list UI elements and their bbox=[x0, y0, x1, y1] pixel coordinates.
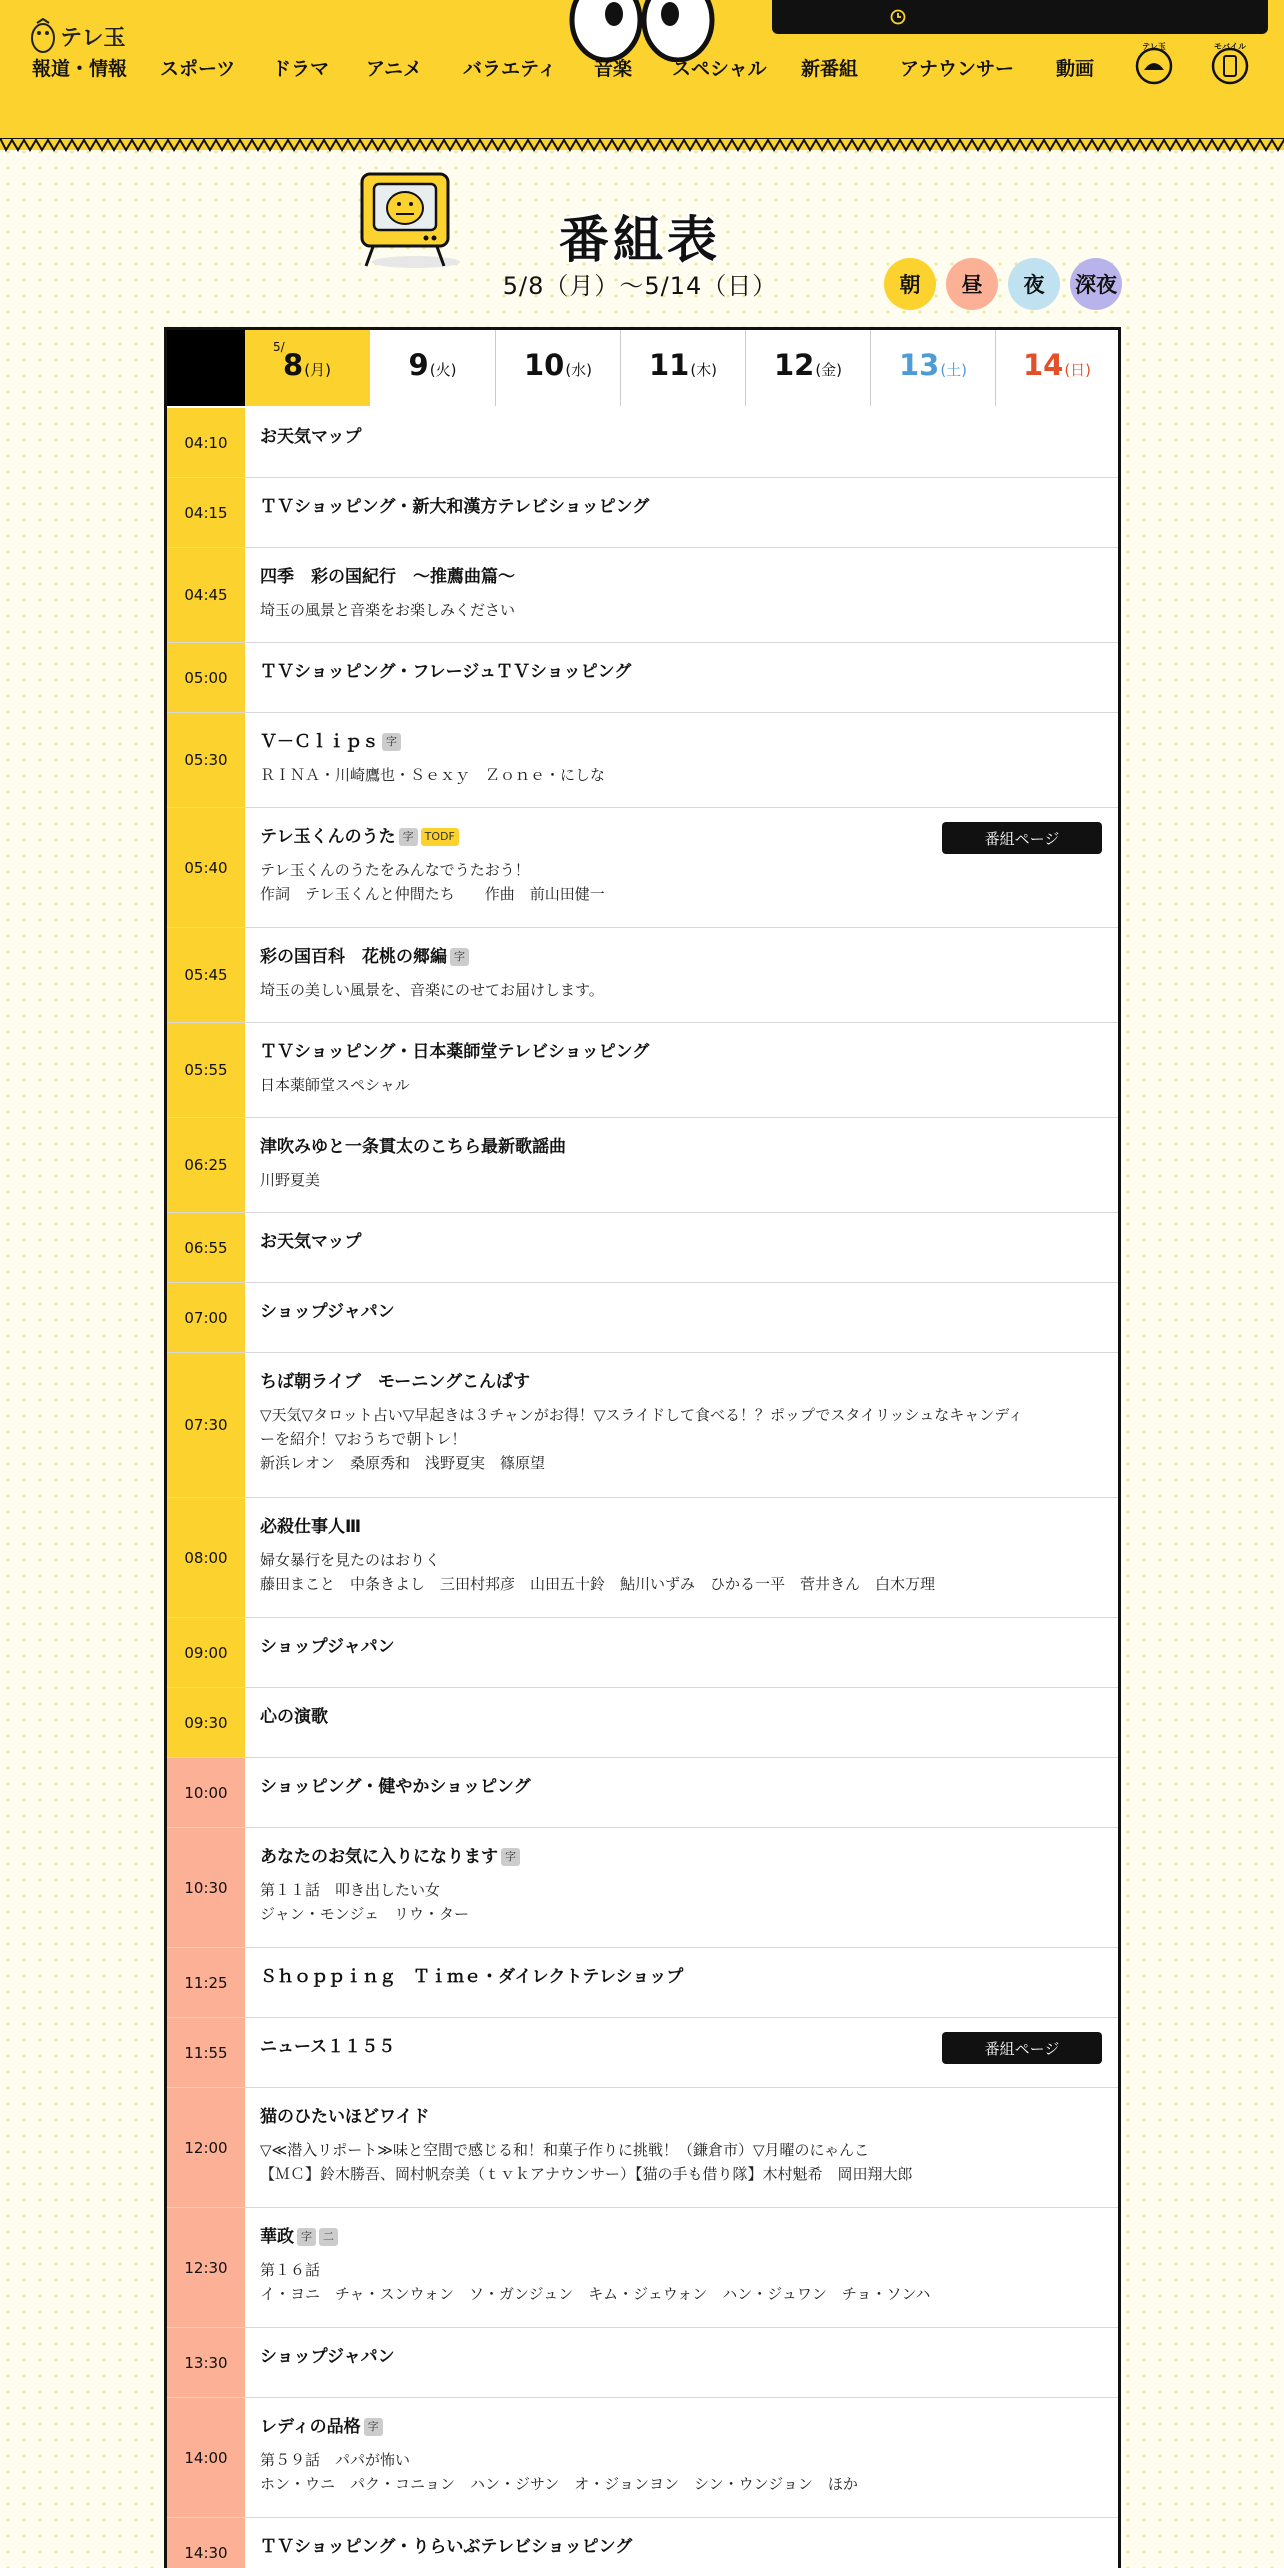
site-header bbox=[0, 0, 1284, 150]
program-content bbox=[260, 729, 1102, 787]
program-row[interactable] bbox=[167, 1758, 1118, 1828]
program-time: 14:00 bbox=[167, 2398, 245, 2517]
program-content bbox=[260, 1299, 1102, 1325]
nav-item-variety[interactable]: バラエティ bbox=[463, 58, 557, 80]
nav-item-news[interactable]: 報道・情報 bbox=[32, 58, 128, 80]
program-description-line: ＲＩＮＡ・川崎鷹也・Ｓｅｘｙ Ｚｏｎｅ・にしな bbox=[260, 766, 606, 784]
program-title-line bbox=[260, 1039, 1102, 1065]
program-title-line bbox=[260, 944, 1102, 970]
day-header-corner bbox=[167, 330, 245, 406]
program-page-button[interactable]: 番組ページ bbox=[942, 2032, 1102, 2064]
program-title[interactable]: ＴＶショッピング・日本薬師堂テレビショッピング bbox=[260, 1042, 650, 1062]
program-content bbox=[260, 1964, 1102, 1990]
program-title-line bbox=[260, 2344, 1102, 2370]
program-row[interactable] bbox=[167, 548, 1118, 643]
program-time: 05:40 bbox=[167, 808, 245, 927]
program-row[interactable] bbox=[167, 928, 1118, 1023]
program-content bbox=[260, 1134, 1102, 1192]
program-time: 08:00 bbox=[167, 1498, 245, 1617]
main-nav bbox=[0, 54, 1284, 84]
program-tag-badge: 字 bbox=[382, 733, 401, 751]
nav-item-sports[interactable]: スポーツ bbox=[160, 58, 236, 80]
program-title-line bbox=[260, 1369, 1102, 1395]
program-time: 07:00 bbox=[167, 1283, 245, 1352]
program-description-line: 作詞 テレ玉くんと仲間たち 作曲 前山田健一 bbox=[260, 885, 605, 903]
program-description bbox=[260, 598, 1102, 622]
program-description-line: ーを紹介！▽おうちで朝トレ！ bbox=[260, 1430, 467, 1448]
program-content bbox=[260, 944, 1102, 1002]
program-description bbox=[260, 978, 1102, 1002]
program-description-line: ジャン・モンジェ リウ・ター bbox=[260, 1905, 470, 1923]
program-title[interactable]: ＴＶショッピング・フレージュＴＶショッピング bbox=[260, 662, 632, 682]
program-row[interactable] bbox=[167, 478, 1118, 548]
mascot-eyes-icon bbox=[568, 0, 716, 62]
program-description bbox=[260, 1548, 1102, 1596]
program-description bbox=[260, 2138, 1102, 2186]
program-title-line bbox=[260, 1229, 1102, 1255]
program-tag-badge: 字 bbox=[364, 2418, 383, 2436]
program-time: 12:00 bbox=[167, 2088, 245, 2207]
program-row[interactable] bbox=[167, 2328, 1118, 2398]
logo-text: テレ玉 bbox=[60, 25, 126, 51]
program-content bbox=[260, 2224, 1102, 2306]
clock-bar bbox=[772, 0, 1268, 34]
program-title[interactable]: Ｖ－Ｃｌｉｐｓ bbox=[260, 732, 379, 752]
day-tab-weekday: (日) bbox=[1064, 361, 1092, 379]
program-row[interactable] bbox=[167, 1118, 1118, 1213]
program-content bbox=[260, 494, 1102, 520]
goods-badge-icon[interactable] bbox=[1134, 40, 1174, 86]
program-title[interactable]: あなたのお気に入りになります bbox=[260, 1847, 498, 1867]
program-description-line: イ・ヨニ チャ・スンウォン ソ・ガンジュン キム・ジェウォン ハン・ジュワン チョ・ソンハ bbox=[260, 2285, 931, 2303]
program-time: 12:30 bbox=[167, 2208, 245, 2327]
program-tag-badge: 二 bbox=[319, 2228, 338, 2246]
day-tab-number: 14 bbox=[1022, 348, 1064, 382]
program-title-line bbox=[260, 1844, 1102, 1870]
nav-item-music[interactable]: 音楽 bbox=[594, 58, 633, 80]
day-tab-number: 13 bbox=[898, 348, 940, 382]
nav-item-drama[interactable]: ドラマ bbox=[272, 58, 330, 80]
program-time: 05:30 bbox=[167, 713, 245, 807]
program-row[interactable] bbox=[167, 408, 1118, 478]
program-description-line: ▽≪潜入リポート≫味と空間で感じる和！和菓子作りに挑戦！（鎌倉市）▽月曜のにゃんこ bbox=[260, 2141, 870, 2159]
program-tag-badge: 字 bbox=[501, 1848, 520, 1866]
program-time: 10:00 bbox=[167, 1758, 245, 1827]
program-description-line: 川野夏美 bbox=[260, 1171, 321, 1189]
program-content bbox=[260, 1369, 1102, 1475]
program-content bbox=[260, 1704, 1102, 1730]
program-description bbox=[260, 1403, 1102, 1475]
day-tab[interactable] bbox=[369, 330, 495, 406]
program-title-line bbox=[260, 2534, 1102, 2560]
program-title[interactable]: 津吹みゆと一条貫太のこちら最新歌謡曲 bbox=[260, 1137, 566, 1157]
program-time: 11:25 bbox=[167, 1948, 245, 2017]
program-row[interactable] bbox=[167, 1948, 1118, 2018]
program-title-line bbox=[260, 2224, 1102, 2250]
program-title-line bbox=[260, 2104, 1102, 2130]
program-content bbox=[260, 2344, 1102, 2370]
program-content bbox=[260, 2104, 1102, 2186]
program-content bbox=[260, 2414, 1102, 2496]
nav-item-special[interactable]: スペシャル bbox=[672, 58, 767, 80]
program-title[interactable]: ショップジャパン bbox=[260, 1637, 395, 1657]
program-title[interactable]: Ｓｈｏｐｐｉｎｇ Ｔｉｍｅ・ダイレクトテレショップ bbox=[260, 1967, 684, 1987]
program-description bbox=[260, 763, 1102, 787]
program-title-line bbox=[260, 494, 1102, 520]
program-description-line: 第５９話 パパが怖い bbox=[260, 2451, 411, 2469]
day-tab-date bbox=[621, 348, 745, 382]
day-tab[interactable] bbox=[495, 330, 620, 406]
day-tab[interactable] bbox=[620, 330, 745, 406]
clock-icon bbox=[890, 9, 906, 25]
day-tab-number: 12 bbox=[773, 348, 815, 382]
program-title[interactable]: お天気マップ bbox=[260, 1232, 362, 1252]
program-content bbox=[260, 1634, 1102, 1660]
program-description bbox=[260, 2448, 1102, 2496]
tv-mascot-icon bbox=[352, 170, 470, 270]
program-time: 04:15 bbox=[167, 478, 245, 547]
program-title[interactable]: ショップジャパン bbox=[260, 1302, 395, 1322]
day-tab[interactable] bbox=[870, 330, 995, 406]
program-title[interactable]: ショップジャパン bbox=[260, 2347, 395, 2367]
program-content bbox=[260, 564, 1102, 622]
day-tab-weekday: (月) bbox=[304, 361, 331, 379]
program-title-line bbox=[260, 729, 1102, 755]
svg-text:テレ玉: テレ玉 bbox=[1142, 42, 1166, 51]
program-title-line bbox=[260, 1299, 1102, 1325]
program-row[interactable] bbox=[167, 1023, 1118, 1118]
day-tab-weekday: (木) bbox=[690, 361, 718, 379]
program-row[interactable] bbox=[167, 643, 1118, 713]
program-description bbox=[260, 1878, 1102, 1926]
program-row[interactable] bbox=[167, 2518, 1118, 2568]
day-tabs bbox=[167, 330, 1118, 406]
program-row[interactable] bbox=[167, 2088, 1118, 2208]
program-title[interactable]: お天気マップ bbox=[260, 427, 362, 447]
program-description bbox=[260, 858, 1102, 906]
day-tab-date bbox=[871, 348, 995, 382]
program-description bbox=[260, 2258, 1102, 2306]
program-row[interactable] bbox=[167, 1213, 1118, 1283]
program-title-line bbox=[260, 1634, 1102, 1660]
program-title-line bbox=[260, 2414, 1102, 2440]
program-title[interactable]: レディの品格 bbox=[260, 2417, 361, 2437]
day-tab[interactable] bbox=[995, 330, 1118, 406]
program-title-line bbox=[260, 1964, 1102, 1990]
day-tab-date bbox=[370, 348, 495, 382]
program-content bbox=[260, 424, 1102, 450]
program-time: 14:30 bbox=[167, 2518, 245, 2568]
program-tag-badge: 字 bbox=[297, 2228, 316, 2246]
program-content bbox=[260, 2534, 1102, 2560]
program-description bbox=[260, 1073, 1102, 1097]
program-description-line: 第１１話 叩き出したい女 bbox=[260, 1881, 441, 1899]
program-title[interactable]: ちば朝ライブ モーニングこんぱす bbox=[260, 1372, 530, 1392]
nav-item-announcers[interactable]: アナウンサー bbox=[900, 58, 1015, 80]
day-tab-weekday: (水) bbox=[565, 361, 593, 379]
program-row[interactable] bbox=[167, 1688, 1118, 1758]
svg-text:モバイル: モバイル bbox=[1214, 42, 1246, 51]
header-zigzag bbox=[0, 138, 1284, 154]
date-range: 5/8（月）〜5/14（日） bbox=[502, 272, 778, 300]
schedule-table bbox=[164, 327, 1121, 2568]
program-title[interactable]: テレ玉くんのうた bbox=[260, 827, 396, 847]
program-title[interactable]: ＴＶショッピング・新大和漢方テレビショッピング bbox=[260, 497, 650, 517]
program-title[interactable]: 猫のひたいほどワイド bbox=[260, 2107, 430, 2127]
program-description-line: 【ＭＣ】鈴木勝吾、岡村帆奈美（ｔｖｋアナウンサー）【猫の手も借り隊】木村魁希 岡田翔大郎 bbox=[260, 2165, 913, 2183]
program-time: 06:55 bbox=[167, 1213, 245, 1282]
program-time: 05:45 bbox=[167, 928, 245, 1022]
program-title-line bbox=[260, 1704, 1102, 1730]
program-title-line bbox=[260, 1774, 1102, 1800]
time-filter-afternoon[interactable]: 昼 bbox=[946, 258, 998, 310]
program-content bbox=[260, 659, 1102, 685]
day-tab-month: 5/ bbox=[273, 340, 285, 354]
program-description-line: テレ玉くんのうたをみんなでうたおう！ bbox=[260, 861, 530, 879]
program-description bbox=[260, 1168, 1102, 1192]
time-filter-night[interactable]: 夜 bbox=[1008, 258, 1060, 310]
time-filter-late-night[interactable]: 深夜 bbox=[1070, 258, 1122, 310]
program-title[interactable]: 四季 彩の国紀行 ～推薦曲篇～ bbox=[260, 567, 515, 587]
program-title[interactable]: 彩の国百科 花桃の郷編 bbox=[260, 947, 447, 967]
program-description-line: ホン・ウニ パク・コニョン ハン・ジサン オ・ジョンヨン シン・ウンジョン ほか bbox=[260, 2475, 858, 2493]
program-row[interactable] bbox=[167, 2018, 1118, 2088]
nav-item-anime[interactable]: アニメ bbox=[366, 58, 423, 80]
program-row[interactable] bbox=[167, 808, 1118, 928]
program-row[interactable] bbox=[167, 1618, 1118, 1688]
program-description-line: 婦女暴行を見たのはおりく bbox=[260, 1551, 441, 1569]
program-time: 11:55 bbox=[167, 2018, 245, 2087]
day-tab-weekday: (金) bbox=[815, 361, 843, 379]
program-row[interactable] bbox=[167, 1498, 1118, 1618]
program-time: 05:00 bbox=[167, 643, 245, 712]
program-time: 04:10 bbox=[167, 408, 245, 477]
day-tab-date bbox=[996, 348, 1118, 382]
program-time: 07:30 bbox=[167, 1353, 245, 1497]
program-description-line: 埼玉の風景と音楽をお楽しみください bbox=[260, 601, 516, 619]
site-logo[interactable] bbox=[30, 16, 140, 56]
program-content bbox=[260, 1774, 1102, 1800]
day-tab-weekday: (土) bbox=[940, 361, 968, 379]
day-tab-date bbox=[496, 348, 620, 382]
program-page-button[interactable]: 番組ページ bbox=[942, 822, 1102, 854]
program-time: 13:30 bbox=[167, 2328, 245, 2397]
day-tab-date bbox=[245, 348, 369, 382]
program-time: 09:00 bbox=[167, 1618, 245, 1687]
nav-item-videos[interactable]: 動画 bbox=[1056, 58, 1095, 80]
program-title[interactable]: 必殺仕事人Ⅲ bbox=[260, 1517, 362, 1537]
program-description-line: 埼玉の美しい風景を、音楽にのせてお届けします。 bbox=[260, 981, 604, 999]
program-description-line: 藤田まこと 中条きよし 三田村邦彦 山田五十鈴 鮎川いずみ ひかる一平 菅井きん 白木万理 bbox=[260, 1575, 936, 1593]
day-tab-number: 9 bbox=[408, 348, 429, 382]
program-row[interactable] bbox=[167, 713, 1118, 808]
mascot-logo-icon bbox=[30, 18, 56, 54]
program-tag-badge: 字 bbox=[399, 828, 418, 846]
program-row[interactable] bbox=[167, 2398, 1118, 2518]
program-title[interactable]: 華政 bbox=[260, 2227, 294, 2247]
program-description-line: 第１６話 bbox=[260, 2261, 321, 2279]
program-time: 09:30 bbox=[167, 1688, 245, 1757]
time-filter-morning[interactable]: 朝 bbox=[884, 258, 936, 310]
program-tag-badge: TODF bbox=[421, 828, 459, 846]
day-tab-number: 11 bbox=[648, 348, 690, 382]
program-row[interactable] bbox=[167, 1828, 1118, 1948]
program-time: 06:25 bbox=[167, 1118, 245, 1212]
program-content bbox=[260, 1514, 1102, 1596]
program-time: 04:45 bbox=[167, 548, 245, 642]
program-title-line bbox=[260, 564, 1102, 590]
program-title[interactable]: ニュース１１５５ bbox=[260, 2037, 396, 2057]
program-content bbox=[260, 1229, 1102, 1255]
program-title-line bbox=[260, 424, 1102, 450]
program-row[interactable] bbox=[167, 1283, 1118, 1353]
day-tab-number: 10 bbox=[523, 348, 565, 382]
nav-item-new-programs[interactable]: 新番組 bbox=[801, 58, 859, 80]
program-content bbox=[260, 1844, 1102, 1926]
program-title[interactable]: ショッピング・健やかショッピング bbox=[260, 1777, 531, 1797]
day-tab-weekday: (火) bbox=[429, 361, 457, 379]
day-tab-date bbox=[746, 348, 870, 382]
page-title: 番組表 bbox=[559, 211, 721, 269]
day-tab[interactable] bbox=[245, 330, 369, 406]
program-description-line: 新浜レオン 桑原秀和 浅野夏実 篠原望 bbox=[260, 1454, 546, 1472]
mobile-badge-icon[interactable] bbox=[1210, 40, 1250, 86]
program-description-line: ▽天気▽タロット占い▽早起きは３チャンがお得！▽スライドして食べる！？ポップでスタイリッシュなキャンディ bbox=[260, 1406, 1023, 1424]
program-row[interactable] bbox=[167, 1353, 1118, 1498]
program-description-line: 日本薬師堂スペシャル bbox=[260, 1076, 410, 1094]
program-title-line bbox=[260, 659, 1102, 685]
program-title-line bbox=[260, 1134, 1102, 1160]
program-content bbox=[260, 1039, 1102, 1097]
program-row[interactable] bbox=[167, 2208, 1118, 2328]
program-time: 10:30 bbox=[167, 1828, 245, 1947]
day-tab[interactable] bbox=[745, 330, 870, 406]
program-title-line bbox=[260, 1514, 1102, 1540]
day-tab-number: 8 bbox=[283, 348, 304, 382]
program-title[interactable]: 心の演歌 bbox=[260, 1707, 328, 1727]
program-time: 05:55 bbox=[167, 1023, 245, 1117]
program-title[interactable]: ＴＶショッピング・りらいぶテレビショッピング bbox=[260, 2537, 633, 2557]
program-tag-badge: 字 bbox=[450, 948, 469, 966]
